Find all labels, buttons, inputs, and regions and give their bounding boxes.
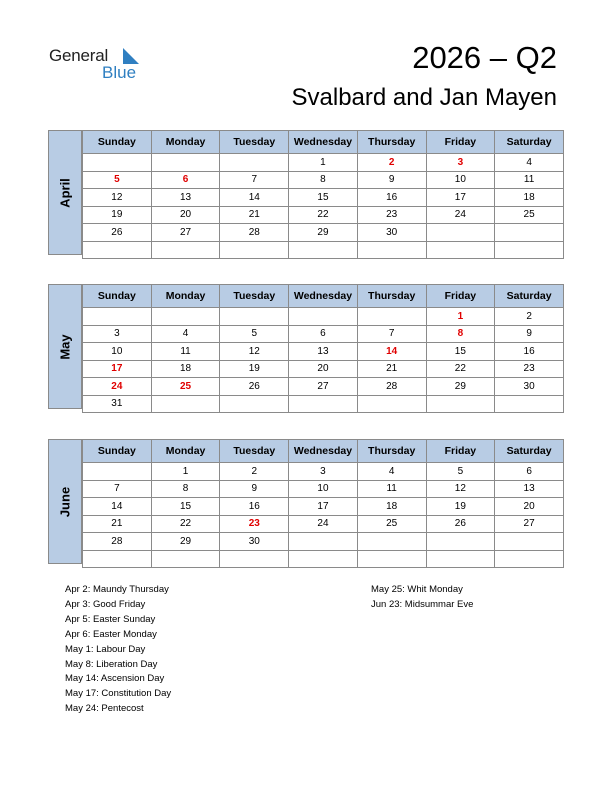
day-cell (357, 241, 426, 259)
week-row (83, 463, 564, 481)
weekday-header: Tuesday (220, 440, 289, 463)
day-cell: 28 (220, 224, 289, 242)
logo-triangle-icon (123, 48, 139, 64)
day-cell (495, 395, 564, 413)
week-row (83, 206, 564, 224)
weekday-header: Monday (151, 285, 220, 308)
day-cell: 31 (83, 395, 152, 413)
day-cell: 20 (151, 206, 220, 224)
weekday-header: Sunday (83, 285, 152, 308)
holiday-note: May 1: Labour Day (65, 643, 146, 655)
day-cell: 29 (289, 224, 358, 242)
day-cell: 27 (151, 224, 220, 242)
day-cell: 22 (151, 515, 220, 533)
day-cell: 26 (220, 378, 289, 396)
day-cell: 23 (220, 515, 289, 533)
day-cell: 24 (289, 515, 358, 533)
day-cell: 7 (357, 325, 426, 343)
day-cell: 12 (426, 480, 495, 498)
holiday-note: May 24: Pentecost (65, 703, 144, 715)
day-cell: 10 (289, 480, 358, 498)
day-cell: 11 (495, 171, 564, 189)
day-cell (426, 550, 495, 568)
day-cell (357, 308, 426, 326)
day-cell: 27 (495, 515, 564, 533)
weekday-header: Thursday (357, 440, 426, 463)
week-row (83, 533, 564, 551)
day-cell (495, 550, 564, 568)
day-cell (289, 395, 358, 413)
day-cell: 29 (151, 533, 220, 551)
day-cell: 22 (426, 360, 495, 378)
day-cell: 20 (289, 360, 358, 378)
day-cell: 3 (289, 463, 358, 481)
day-cell: 19 (426, 498, 495, 516)
month-label: May (48, 284, 82, 409)
month-block-june (48, 439, 564, 564)
weekday-header: Friday (426, 285, 495, 308)
day-cell: 15 (289, 189, 358, 207)
weekday-header: Thursday (357, 131, 426, 154)
weekday-header: Sunday (83, 131, 152, 154)
day-cell (83, 550, 152, 568)
weekday-header: Saturday (495, 131, 564, 154)
week-row (83, 498, 564, 516)
weekday-header: Saturday (495, 285, 564, 308)
day-cell: 3 (426, 154, 495, 172)
day-cell: 12 (220, 343, 289, 361)
day-cell: 21 (220, 206, 289, 224)
day-cell: 18 (495, 189, 564, 207)
day-cell (426, 224, 495, 242)
day-cell (357, 395, 426, 413)
day-cell: 15 (151, 498, 220, 516)
day-cell: 22 (289, 206, 358, 224)
day-cell: 5 (220, 325, 289, 343)
calendar-table (82, 439, 564, 568)
day-cell (151, 395, 220, 413)
day-cell (83, 308, 152, 326)
day-cell (495, 224, 564, 242)
day-cell: 10 (426, 171, 495, 189)
day-cell: 24 (83, 378, 152, 396)
day-cell: 16 (357, 189, 426, 207)
day-cell: 17 (426, 189, 495, 207)
day-cell: 2 (220, 463, 289, 481)
weekday-header: Tuesday (220, 285, 289, 308)
day-cell: 18 (357, 498, 426, 516)
day-cell: 30 (220, 533, 289, 551)
day-cell (357, 533, 426, 551)
day-cell: 17 (289, 498, 358, 516)
weekday-header: Monday (151, 440, 220, 463)
calendar-table (82, 284, 564, 413)
day-cell: 13 (495, 480, 564, 498)
holiday-note: May 25: Whit Monday (371, 584, 463, 595)
week-row (83, 325, 564, 343)
day-cell: 25 (151, 378, 220, 396)
holiday-note: Apr 6: Easter Monday (65, 628, 157, 640)
day-cell: 19 (83, 206, 152, 224)
month-label: June (48, 439, 82, 564)
day-cell: 13 (289, 343, 358, 361)
month-label: April (48, 130, 82, 255)
general-blue-logo (49, 44, 159, 84)
calendar-table (82, 130, 564, 259)
day-cell: 24 (426, 206, 495, 224)
day-cell (289, 308, 358, 326)
day-cell (289, 241, 358, 259)
day-cell: 4 (495, 154, 564, 172)
day-cell (426, 395, 495, 413)
day-cell: 6 (151, 171, 220, 189)
day-cell: 14 (220, 189, 289, 207)
holiday-notes-left (65, 583, 171, 717)
day-cell: 5 (83, 171, 152, 189)
day-cell: 1 (426, 308, 495, 326)
day-cell: 4 (151, 325, 220, 343)
day-cell: 26 (426, 515, 495, 533)
day-cell: 14 (83, 498, 152, 516)
holiday-note: Apr 2: Maundy Thursday (65, 584, 169, 595)
week-row (83, 395, 564, 413)
week-row (83, 378, 564, 396)
holiday-note: May 17: Constitution Day (65, 688, 172, 700)
day-cell (289, 533, 358, 551)
day-cell: 16 (220, 498, 289, 516)
day-cell: 1 (151, 463, 220, 481)
day-cell: 1 (289, 154, 358, 172)
holiday-note: Apr 3: Good Friday (65, 598, 146, 610)
day-cell: 7 (83, 480, 152, 498)
day-cell: 6 (289, 325, 358, 343)
week-row (83, 515, 564, 533)
day-cell: 29 (426, 378, 495, 396)
weekday-header: Wednesday (289, 131, 358, 154)
month-block-april (48, 130, 564, 255)
day-cell (151, 241, 220, 259)
holiday-note: Jun 23: Midsummar Eve (371, 598, 474, 610)
day-cell: 9 (220, 480, 289, 498)
weekday-header: Friday (426, 131, 495, 154)
day-cell (289, 550, 358, 568)
holiday-note: Apr 5: Easter Sunday (65, 613, 156, 625)
day-cell (220, 550, 289, 568)
day-cell: 16 (495, 343, 564, 361)
day-cell: 30 (357, 224, 426, 242)
day-cell (151, 308, 220, 326)
page-subtitle: Svalbard and Jan Mayen (291, 84, 557, 111)
day-cell: 14 (357, 343, 426, 361)
day-cell: 15 (426, 343, 495, 361)
weekday-header: Wednesday (289, 285, 358, 308)
day-cell: 9 (495, 325, 564, 343)
day-cell: 5 (426, 463, 495, 481)
day-cell: 13 (151, 189, 220, 207)
week-row (83, 343, 564, 361)
day-cell: 28 (83, 533, 152, 551)
weekday-header: Monday (151, 131, 220, 154)
day-cell: 21 (357, 360, 426, 378)
logo-general-text: General (49, 46, 109, 65)
weekday-header: Wednesday (289, 440, 358, 463)
day-cell (151, 154, 220, 172)
day-cell: 9 (357, 171, 426, 189)
day-cell (426, 241, 495, 259)
day-cell: 8 (151, 480, 220, 498)
day-cell (151, 550, 220, 568)
week-row (83, 241, 564, 259)
weekday-header: Sunday (83, 440, 152, 463)
week-row (83, 308, 564, 326)
day-cell: 28 (357, 378, 426, 396)
day-cell (220, 241, 289, 259)
day-cell (220, 154, 289, 172)
day-cell: 10 (83, 343, 152, 361)
day-cell: 4 (357, 463, 426, 481)
day-cell (357, 550, 426, 568)
day-cell: 2 (357, 154, 426, 172)
day-cell: 27 (289, 378, 358, 396)
month-block-may (48, 284, 564, 409)
weekday-header: Saturday (495, 440, 564, 463)
day-cell: 19 (220, 360, 289, 378)
logo-blue-text: Blue (102, 63, 137, 82)
day-cell (220, 308, 289, 326)
week-row (83, 360, 564, 378)
weekday-header: Tuesday (220, 131, 289, 154)
day-cell: 20 (495, 498, 564, 516)
day-cell (83, 154, 152, 172)
holiday-note: May 8: Liberation Day (65, 658, 158, 670)
day-cell (83, 241, 152, 259)
week-row (83, 189, 564, 207)
day-cell: 25 (357, 515, 426, 533)
day-cell (83, 463, 152, 481)
day-cell: 6 (495, 463, 564, 481)
week-row (83, 480, 564, 498)
day-cell: 30 (495, 378, 564, 396)
day-cell: 23 (495, 360, 564, 378)
day-cell (495, 241, 564, 259)
day-cell: 11 (357, 480, 426, 498)
day-cell: 21 (83, 515, 152, 533)
day-cell (220, 395, 289, 413)
day-cell (426, 533, 495, 551)
day-cell (495, 533, 564, 551)
page-title: 2026 – Q2 (412, 40, 557, 75)
day-cell: 12 (83, 189, 152, 207)
weekday-header: Thursday (357, 285, 426, 308)
day-cell: 26 (83, 224, 152, 242)
holiday-notes-right (371, 583, 473, 613)
day-cell: 17 (83, 360, 152, 378)
day-cell: 2 (495, 308, 564, 326)
day-cell: 7 (220, 171, 289, 189)
week-row (83, 154, 564, 172)
day-cell: 8 (289, 171, 358, 189)
day-cell: 23 (357, 206, 426, 224)
day-cell: 25 (495, 206, 564, 224)
week-row (83, 171, 564, 189)
day-cell: 11 (151, 343, 220, 361)
day-cell: 8 (426, 325, 495, 343)
week-row (83, 224, 564, 242)
weekday-header: Friday (426, 440, 495, 463)
day-cell: 18 (151, 360, 220, 378)
day-cell: 3 (83, 325, 152, 343)
week-row (83, 550, 564, 568)
holiday-note: May 14: Ascension Day (65, 673, 165, 685)
